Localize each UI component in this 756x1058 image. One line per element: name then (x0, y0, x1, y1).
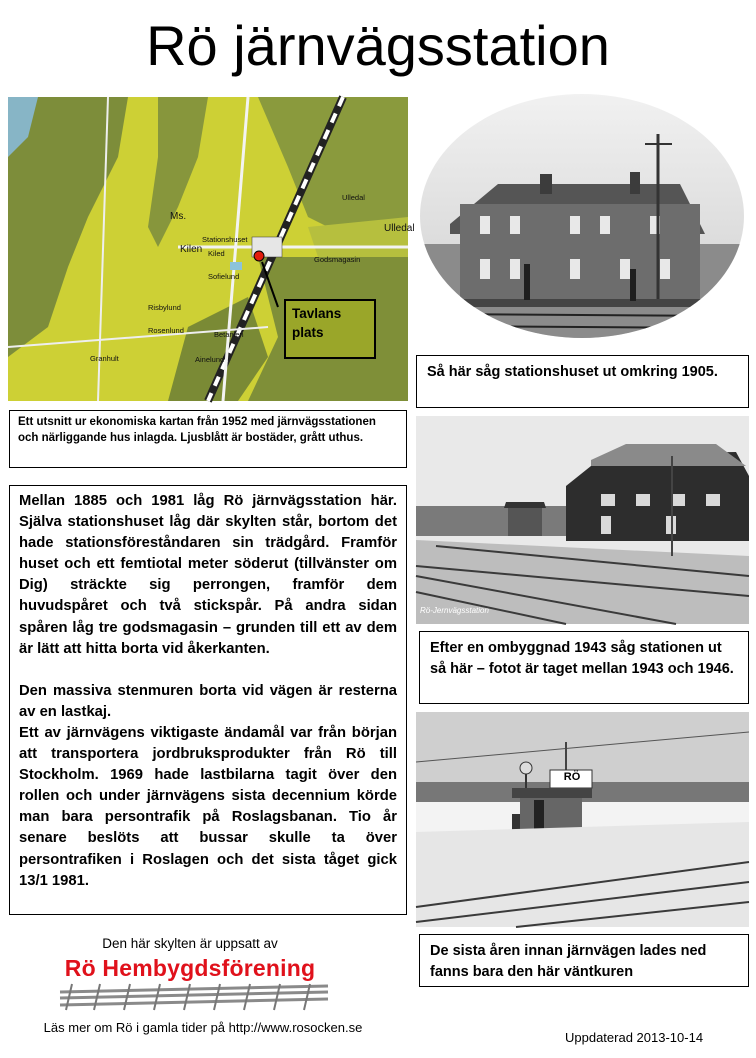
economic-map (8, 97, 415, 401)
shed-sign: RÖ (563, 771, 581, 783)
map-place-label: Betanien (214, 330, 244, 339)
map-place-label: Stationshuset (202, 235, 248, 244)
map-place-label: Sofielund (208, 272, 240, 281)
map-place-label: Kiled (208, 249, 225, 258)
map-marker-label: Tavlans plats (284, 299, 376, 359)
map-place-label: Risbylund (148, 303, 181, 312)
history-paragraph: Ett av järnvägens viktigaste ändamål var från början att transportera jordbruksprodukter från Rö till Stockholm. 1969 hade lastbilarna tagit över den rollen och under järnvägens sista decennium körde man bara persontrafik på Roslagsbanan. Tio år senare beslöts att bussar skulle ta över persontrafiken i Roslagen och det sista tåget gick 13/1 1981. (19, 724, 397, 889)
map-place-label: Granhult (90, 354, 119, 363)
map-place-label: Rosenlund (148, 326, 184, 335)
station-photo-1905 (420, 94, 744, 338)
map-caption: Ett utsnitt ur ekonomiska kartan från 1952 med järnvägsstationen och närliggande hus inlagda. Ljusblått är bostäder, grått uthus. (9, 410, 407, 468)
map-place-label: Kilen (180, 244, 203, 255)
fence-logo (58, 982, 330, 1012)
map-place-label: Ulledal (384, 223, 415, 234)
updated-date: Uppdaterad 2013-10-14 (565, 1030, 704, 1045)
history-paragraph: Den massiva stenmuren borta vid vägen är resterna av en lastkaj. (19, 682, 397, 720)
map-place-label: Godsmagasin (314, 255, 361, 264)
organization-name: Rö Hembygdsförening (64, 955, 316, 981)
page-title: Rö järnvägsstation (146, 14, 610, 77)
photo-1943-caption: Efter en ombyggnad 1943 såg stationen ut så här – fotot är taget mellan 1943 och 1946. (419, 631, 749, 704)
history-paragraph: Mellan 1885 och 1981 låg Rö järnvägsstation här. Själva stationshuset låg där skylten står, bortom det hade stationsföreståndaren sin trädgård. Framför huset och ett femtiotal meter söderut (tillvänster om Dig) sträckte sig perrongen, framför dem huvudspåret och två stickspår. På andra sidan spåren låg tre godsmagasin – grunden till ett av dem är lätt att hitta borta vid åkerkanten. (19, 493, 397, 657)
photo-1905-caption: Så här såg stationshuset ut omkring 1905. (416, 355, 749, 408)
waiting-shed-photo (416, 712, 749, 927)
history-text-box (9, 485, 407, 915)
photo-watermark: Rö-Jernvägsstation (420, 606, 489, 615)
map-place-label: Ainelund (195, 355, 225, 364)
photo-1905-graphic (420, 94, 744, 338)
station-photo-1943 (416, 416, 749, 624)
shed-photo-graphic (416, 712, 749, 927)
map-place-label: Ms. (170, 211, 187, 222)
credit-line: Den här skylten är uppsatt av (102, 936, 278, 951)
shed-caption: De sista åren innan järnvägen lades ned fanns bara den här väntkuren (419, 934, 749, 987)
map-place-label: Ulledal (342, 193, 365, 202)
photo-1943-graphic (416, 416, 749, 624)
more-info-link[interactable]: Läs mer om Rö i gamla tider på http://www.rosocken.se (43, 1020, 363, 1035)
